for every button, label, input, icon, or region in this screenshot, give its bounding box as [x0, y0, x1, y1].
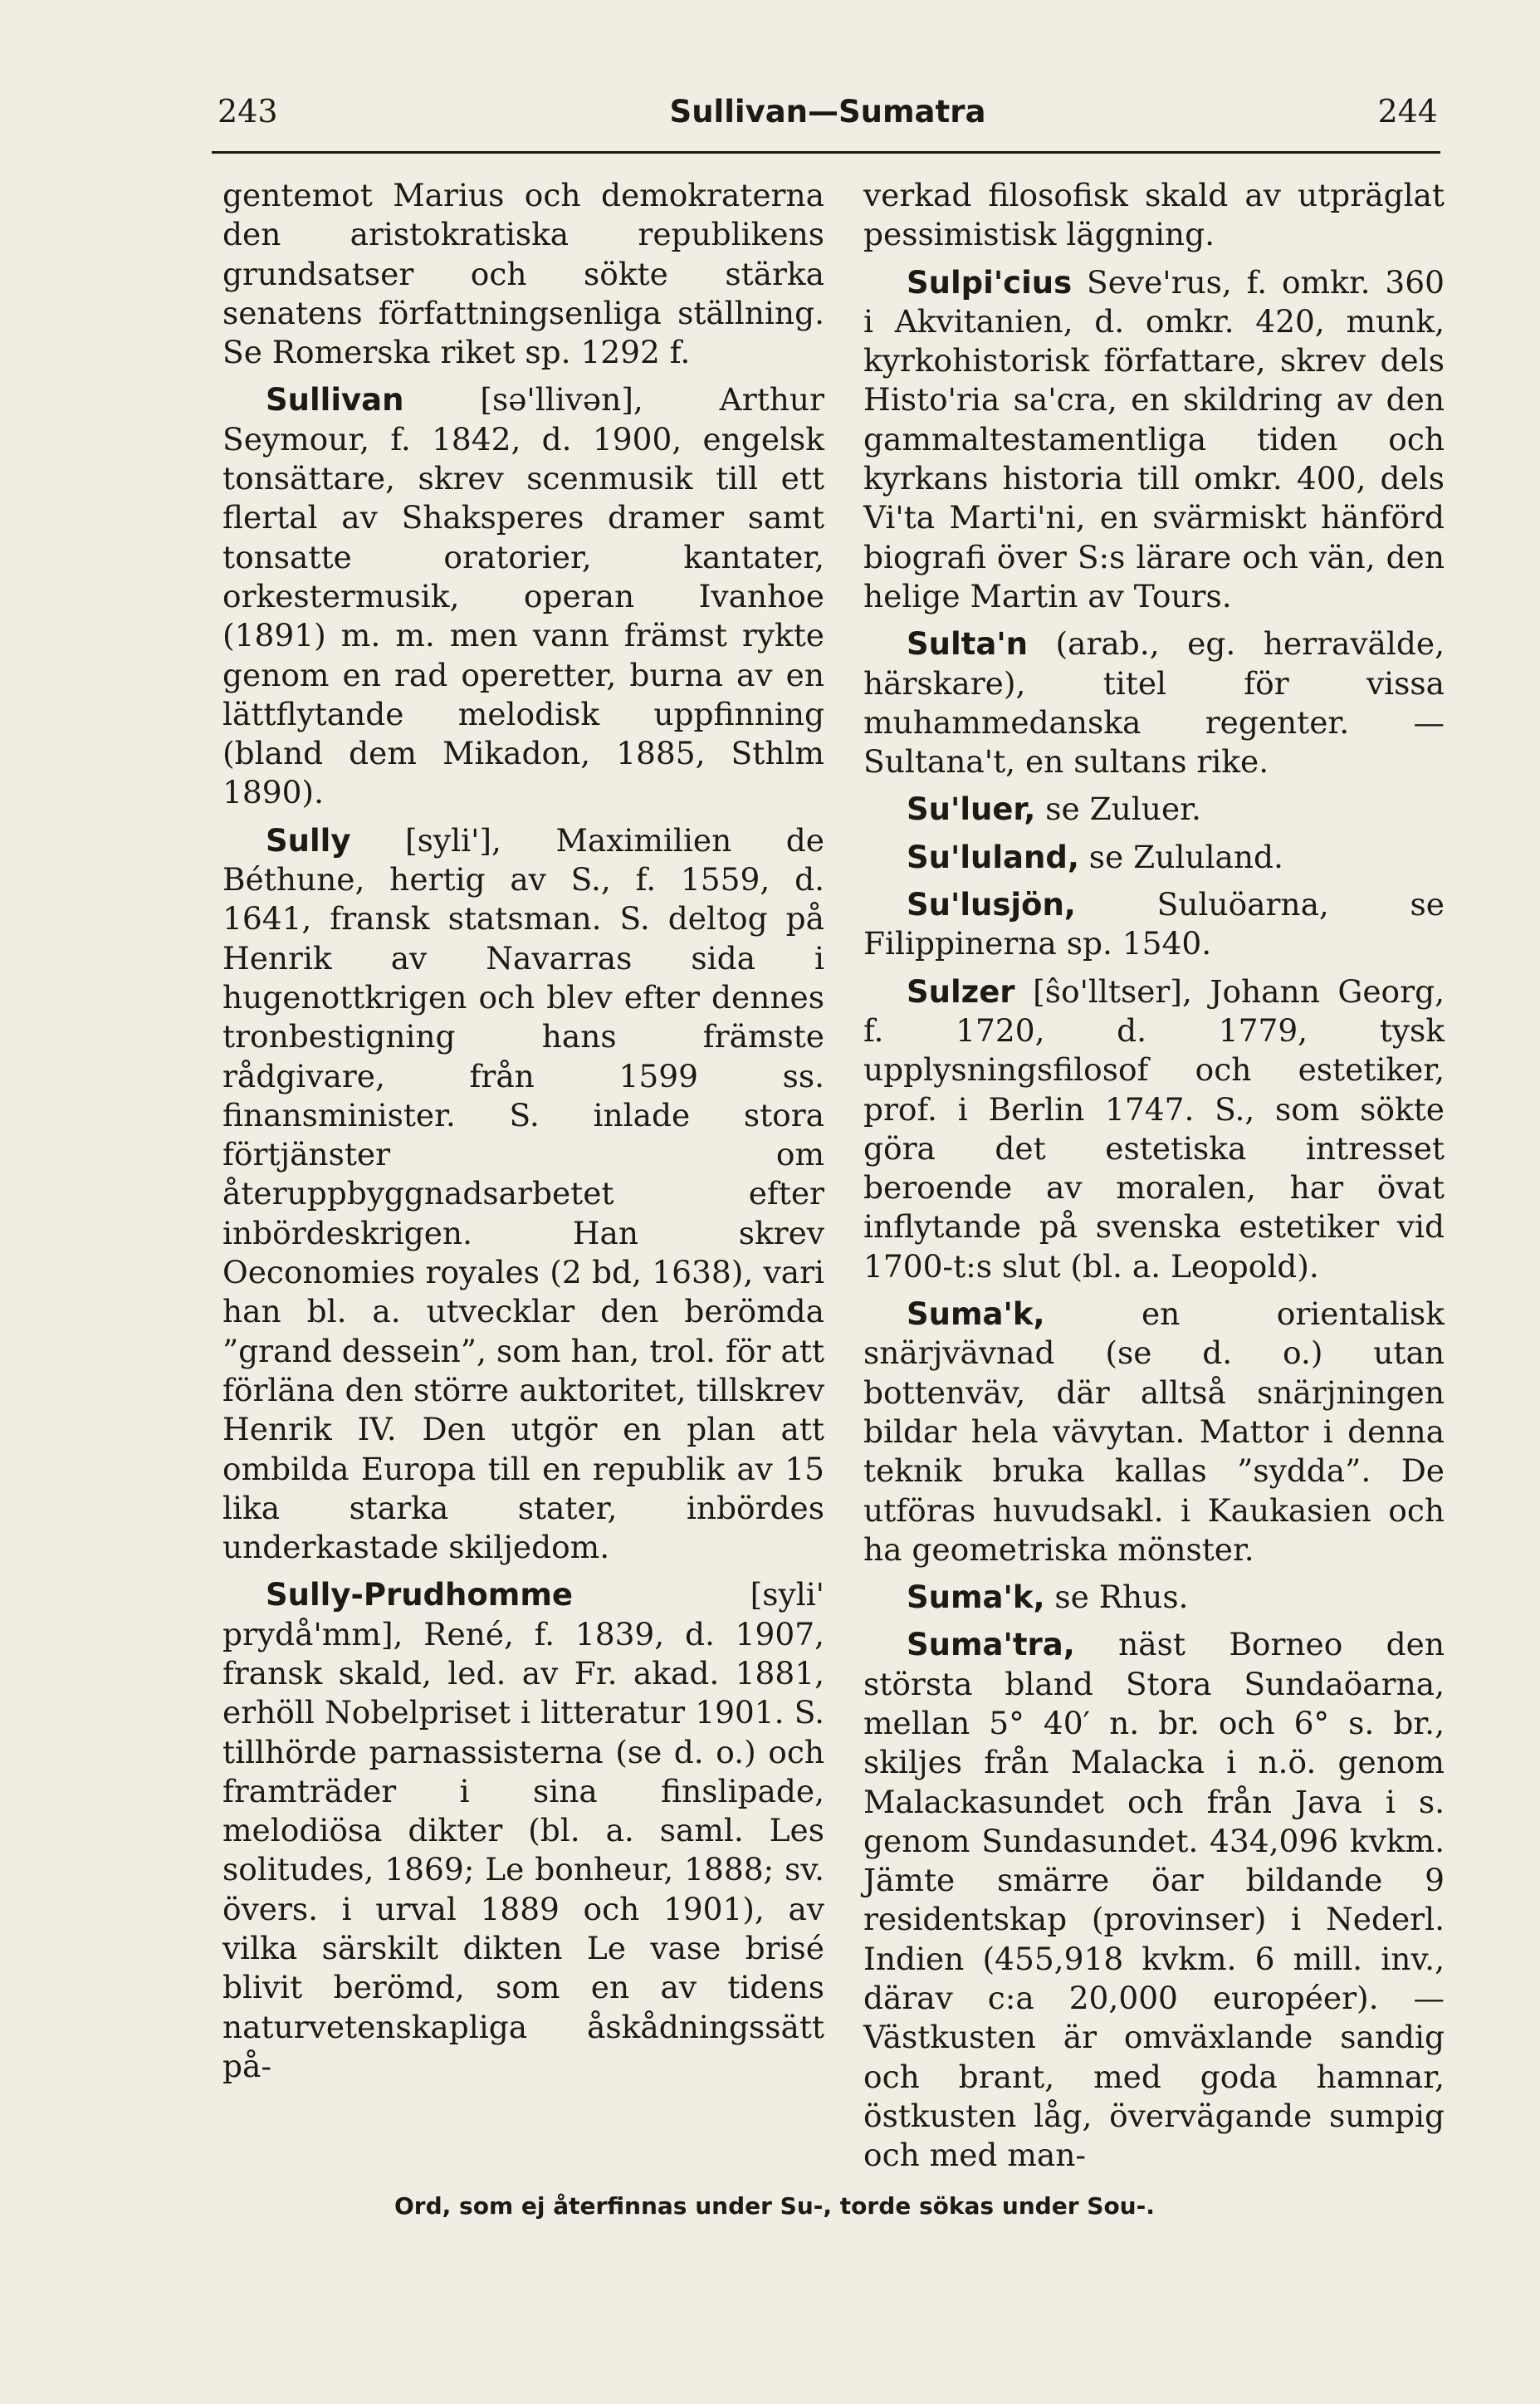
- entry-sulzer: Sulzer [ŝo'lltser], Johann Georg, f. 1720, d. 1779, tysk upplysningsfilosof och estetiker, prof. i Berlin 1747. S., som sökte göra det estetiska intresset beroende av moralen, har övat inflytande på svenska estetiker vid 1700-t:s slut (bl. a. Leopold).: [863, 972, 1445, 1285]
- page-header: [218, 93, 1438, 143]
- entry-suluer: Su'luer, se Zuluer.: [907, 791, 1201, 828]
- headword: Sulta'n: [907, 626, 1028, 663]
- page-title: Sullivan—Sumatra: [669, 94, 986, 130]
- entry-sumak: Suma'k, en orientalisk snärjvävnad (se d. o.) utan bottenväv, där alltså snärjningen bildar hela vävytan. Mattor i denna teknik bruka kallas ”sydda”. De utföras huvudsakl. i Kaukasien och ha geometriska mönster.: [863, 1295, 1445, 1568]
- headword: Su'luland,: [907, 839, 1079, 875]
- left-column: [222, 176, 824, 2086]
- headword: Sully-Prudhomme: [266, 1577, 573, 1613]
- entry-sultan: Sulta'n (arab., eg. herravälde, härskare), titel för vissa muhammedanska regenter. — Sultana't, en sultans rike.: [863, 625, 1445, 781]
- entry-sully-prudhomme: Sully-Prudhomme [syli' prydå'mm], René, f. 1839, d. 1907, fransk skald, led. av Fr. akad. 1881, erhöll Nobelpriset i litteratur 1901. S. tillhörde parnassisterna (se d. o.) och framträder i sina finslipade, melodiösa dikter (bl. a. saml. Les solitudes, 1869; Le bonheur, 1888; sv. övers. i urval 1889 och 1901), av vilka särskilt dikten Le vase brisé blivit berömd, som en av tidens naturvetenskapliga åskådningssätt på-: [222, 1576, 824, 2084]
- headword: Suma'k,: [907, 1579, 1045, 1616]
- page-number-left: 243: [218, 93, 278, 130]
- entry-continuation: gentemot Marius och demokraterna den aristokratiska republikens grundsatser och sökte stärka senatens författningsenliga ställning. Se Romerska riket sp. 1292 f.: [222, 177, 824, 371]
- headword: Sulpi'cius: [907, 264, 1073, 301]
- entry-sulpicius: Sulpi'cius Seve'rus, f. omkr. 360 i Akvitanien, d. omkr. 420, munk, kyrkohistorisk författare, skrev dels Histo'ria sa'cra, en skildring av den gammaltestamentliga tiden och kyrkans historia till omkr. 400, dels Vi'ta Marti'ni, en svärmiskt hänförd biografi över S:s lärare och vän, den helige Martin av Tours.: [863, 263, 1445, 614]
- headword: Suma'tra,: [907, 1627, 1075, 1663]
- page-footer-note: Ord, som ej återfinnas under Su-, torde sökas under Sou-.: [394, 2192, 1155, 2220]
- headword: Suma'k,: [907, 1296, 1045, 1333]
- headword: Su'lusjön,: [907, 887, 1076, 923]
- headword: Sulzer: [907, 973, 1015, 1010]
- headword: Su'luer,: [907, 791, 1036, 828]
- entry-sululand: Su'luland, se Zululand.: [907, 838, 1283, 875]
- entry-sullivan: Sullivan [sə'llivən], Arthur Seymour, f. 1842, d. 1900, engelsk tonsättare, skrev scenmusik till ett flertal av Shaksperes dramer samt tonsatte oratorier, kantater, orkestermusik, operan Ivanhoe (1891) m. m. men vann främst rykte genom en rad operetter, burna av en lättflytande melodisk uppfinning (bland dem Mikadon, 1885, Sthlm 1890).: [222, 381, 824, 811]
- header-rule: [212, 151, 1440, 154]
- entry-sulusjon: Su'lusjön, Suluöarna, se Filippinerna sp. 1540.: [863, 886, 1445, 962]
- headword: Sullivan: [266, 382, 404, 419]
- right-column: [863, 176, 1445, 2176]
- entry-continuation: verkad filosofisk skald av utpräglat pessimistisk läggning.: [863, 177, 1445, 253]
- entry-sumak-rhus: Suma'k, se Rhus.: [907, 1579, 1189, 1616]
- page-number-right: 244: [1377, 93, 1438, 130]
- headword: Sully: [266, 822, 351, 859]
- entry-sully: Sully [syli'], Maximilien de Béthune, hertig av S., f. 1559, d. 1641, fransk statsman. S. deltog på Henrik av Navarras sida i hugenottkrigen och blev efter dennes tronbestigning hans främste rådgivare, från 1599 ss. finansminister. S. inlade stora förtjänster om återuppbyggnadsarbetet efter inbördeskrigen. Han skrev Oeconomies royales (2 bd, 1638), vari han bl. a. utvecklar den berömda ”grand dessein”, som han, trol. för att förläna den större auktoritet, tillskrev Henrik IV. Den utgör en plan att ombilda Europa till en republik av 15 lika starka stater, inbördes underkastade skiljedom.: [222, 821, 824, 1566]
- entry-sumatra: Suma'tra, näst Borneo den största bland Stora Sundaöarna, mellan 5° 40′ n. br. och 6° s. br., skiljes från Malacka i n.ö. genom Malackasundet och från Java i s. genom Sundasundet. 434,096 kvkm. Jämte smärre öar bildande 9 residentskap (provinser) i Nederl. Indien (455,918 kvkm. 6 mill. inv., därav c:a 20,000 européer). — Västkusten är omväxlande sandig och brant, med goda hamnar, östkusten låg, övervägande sumpig och med man-: [863, 1626, 1445, 2174]
